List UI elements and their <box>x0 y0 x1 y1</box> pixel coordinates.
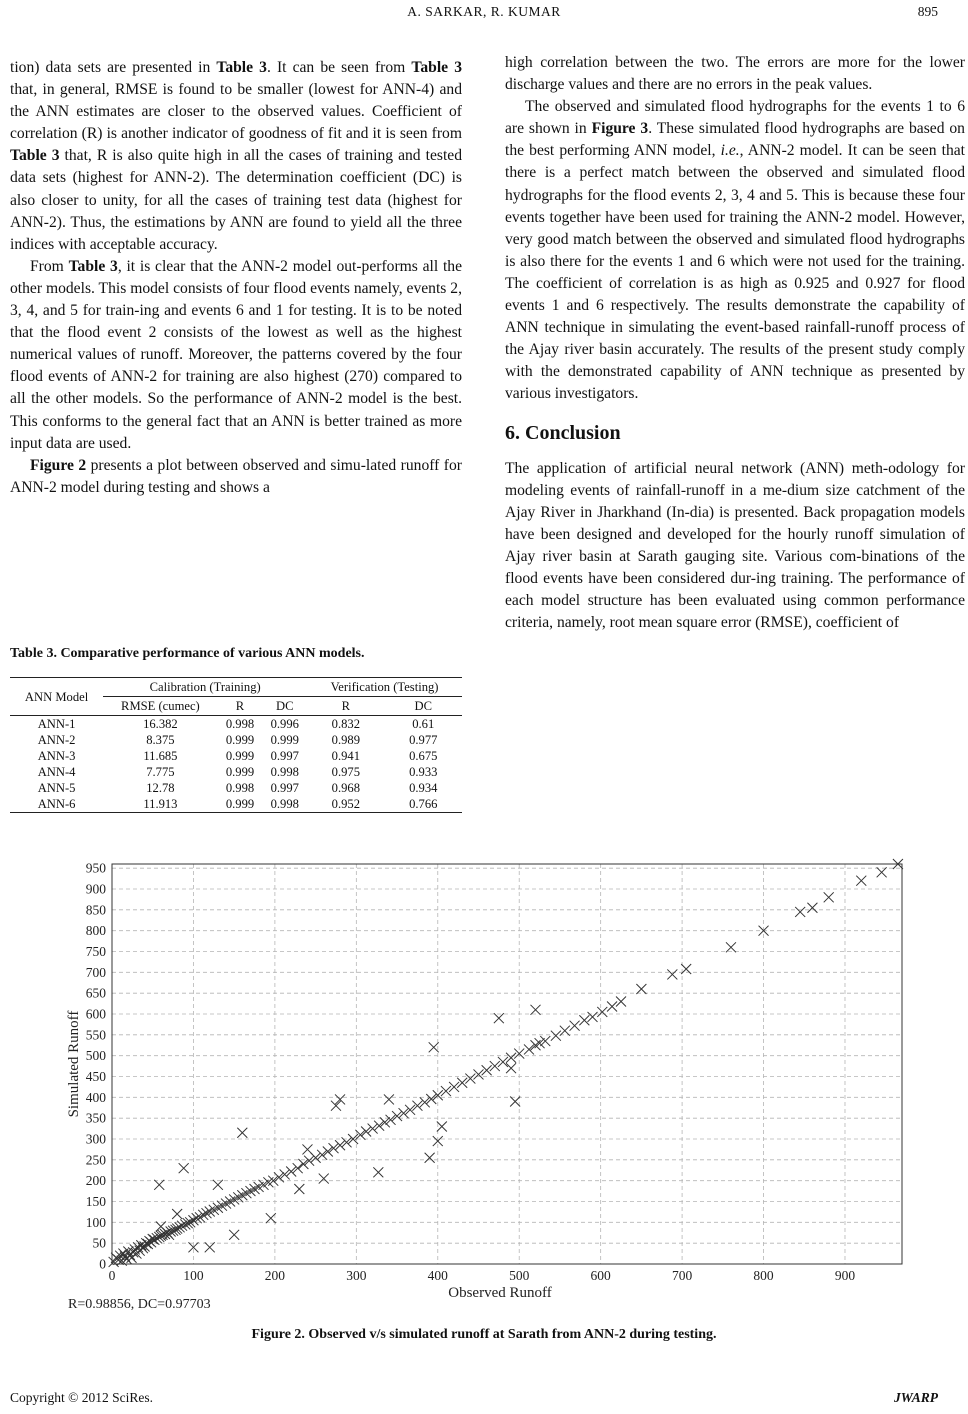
data-point <box>205 1242 215 1252</box>
data-point <box>636 984 646 994</box>
paragraph: high correlation between the two. The errors are more for the lower discharge values and there are no errors in the peak values. <box>505 54 965 94</box>
left-column <box>10 57 462 499</box>
cell: 0.999 <box>218 796 263 813</box>
cell: 0.998 <box>262 796 307 813</box>
cell: 11.913 <box>103 796 217 813</box>
data-point <box>335 1094 345 1104</box>
y-tick-label: 400 <box>85 1089 106 1105</box>
cell: 8.375 <box>146 733 175 747</box>
performance-table <box>10 677 462 813</box>
paragraph <box>10 455 462 499</box>
x-axis <box>109 1268 856 1283</box>
text: presents a plot between observed and simu-lated runoff for ANN-2 model during testing and shows a <box>10 456 462 496</box>
copyright: Copyright © 2012 SciRes. <box>10 1390 154 1405</box>
subheader: RMSE (cumec) <box>103 697 217 716</box>
cell: 0.968 <box>331 781 360 795</box>
y-axis-label: Simulated Runoff <box>66 1010 82 1118</box>
data-point <box>425 1153 435 1163</box>
y-tick-label: 300 <box>85 1131 106 1147</box>
y-tick-label: 100 <box>85 1214 106 1230</box>
data-point <box>298 1159 308 1169</box>
cell: 0.61 <box>412 717 435 731</box>
table-ref[interactable]: Table 3 <box>216 59 267 76</box>
y-tick-label: 250 <box>85 1152 106 1168</box>
data-point <box>179 1163 189 1173</box>
data-point <box>607 1002 617 1012</box>
journal-name: JWARP <box>893 1390 938 1405</box>
text: . It can be seen from <box>266 59 412 76</box>
cell: 7.775 <box>146 765 175 779</box>
subheader: DC <box>262 697 307 716</box>
y-tick-label: 200 <box>85 1173 106 1189</box>
paragraph <box>10 57 462 256</box>
x-tick-label: 600 <box>590 1268 611 1283</box>
table-row <box>10 716 462 733</box>
x-tick-label: 700 <box>671 1268 693 1283</box>
y-tick-label: 750 <box>85 944 106 959</box>
subheader: DC <box>385 697 462 716</box>
paragraph: The application of artificial neural network (ANN) meth-odology for modeling events of rainfall-runoff in a me-dium size catchment of the Ajay River in Jharkhand (In-dia) is presented. Back propagation models have been designed and developed for the hourly runoff simulation of Ajay river basin at Sarath gauging site. Various com-binations of the flood events have been considered dur-ing training. The performance of each model structure has been evaluated using common performance criteria, namely, root mean square error (RMSE), coefficient of <box>505 459 965 632</box>
cell: 0.999 <box>225 765 255 779</box>
y-tick-label: 50 <box>92 1235 106 1251</box>
data-point <box>323 1147 333 1157</box>
cell: 0.998 <box>225 717 255 731</box>
data-point <box>726 942 736 952</box>
text: From <box>30 257 69 275</box>
data-point <box>877 867 887 877</box>
subheader: R <box>307 697 384 716</box>
header-authors: A. SARKAR, R. KUMAR <box>407 4 561 19</box>
y-tick-label: 150 <box>85 1194 106 1209</box>
x-tick-label: 200 <box>264 1268 286 1283</box>
paragraph <box>10 256 462 455</box>
table-ref[interactable]: Table 3 <box>411 59 462 76</box>
cell: ANN-5 <box>37 781 76 795</box>
data-point <box>807 903 817 913</box>
data-point <box>560 1026 570 1036</box>
x-tick-label: 0 <box>108 1268 116 1283</box>
text: that, in general, RMSE is found to be smaller (lowest for ANN-4) and the ANN estimates are closer to the observed values. Coefficient of correlation (R) is another indicator of goodness of fit and it is seen from <box>10 81 462 143</box>
table-row <box>10 780 462 796</box>
data-point <box>384 1094 394 1104</box>
cell: 11.685 <box>143 749 178 763</box>
data-point <box>229 1230 239 1240</box>
cell: 0.999 <box>225 733 255 747</box>
table-row <box>10 764 462 780</box>
header-calibration: Calibration (Training) <box>103 678 307 697</box>
y-tick-label: 350 <box>85 1110 106 1126</box>
data-point <box>510 1097 520 1107</box>
data-points <box>109 859 903 1267</box>
text: , ANN-2 model. It can be seen that there is a perfect match between the observed and simulated flood hydrographs for the flood events 2, 3, 4 and 5. This is because these four events together have been used for training the ANN-2 model. However, very good match between the observed and simulated flood hydrographs is also there for the events 1 and 6 which were not used for the training. The coefficient of correlation is as high as 0.925 and 0.927 for flood events 1 and 6 respectively. The results demonstrate the capability of ANN technique in simulating the event-based rainfall-runoff process of the Ajay river basin accurately. The results of the present study comply with the demonstrated capability of ANN technique as presented by various investigators. <box>505 142 966 403</box>
cell: ANN-2 <box>37 733 76 747</box>
x-axis-label: Observed Runoff <box>448 1285 552 1301</box>
x-tick-label: 900 <box>834 1268 856 1283</box>
table-ref[interactable]: Table 3 <box>10 147 60 165</box>
text: that, R is also quite high in all the cases of training and tested data sets (highest for ANN-2). The determination coefficient (DC) is also closer to unity, for all the cases of training test data (highest for ANN-2). Thus, the estimations by ANN are found to yield all the three indices with acceptable accuracy. <box>10 147 462 253</box>
data-point <box>667 969 677 979</box>
cell: ANN-3 <box>37 749 76 763</box>
y-tick-label: 450 <box>85 1069 106 1084</box>
cell: 12.78 <box>146 781 175 795</box>
data-point <box>213 1180 223 1190</box>
figure-caption: Figure 2. Observed v/s simulated runoff at Sarath from ANN-2 during testing. <box>251 1327 717 1342</box>
ie-text: i.e. <box>720 142 740 160</box>
data-point <box>824 892 834 902</box>
cell: 0.989 <box>331 733 360 747</box>
table-row <box>10 796 462 813</box>
figure-ref[interactable]: Figure 3 <box>591 120 649 138</box>
x-tick-label: 300 <box>346 1268 367 1283</box>
cell: 16.382 <box>143 717 178 731</box>
cell: 0.996 <box>270 717 299 731</box>
figure-ref[interactable]: Figure 2 <box>30 456 87 474</box>
y-tick-label: 500 <box>85 1048 106 1064</box>
data-point <box>570 1021 580 1031</box>
y-tick-label: 0 <box>99 1256 106 1272</box>
cell: 0.975 <box>331 765 360 779</box>
data-point <box>531 1040 541 1050</box>
right-column <box>505 52 965 634</box>
text: , it is clear that the ANN-2 model out-performs all the other models. This model consists of four flood events namely, events 2, 3, 4, and 5 for train-ing and events 6 and 1 for testing. It is to be noted that the flood event 2 consists of the lowest as well as the highest numerical values of runoff. Moreover, the patterns covered by the four flood events of ANN-2 for training are also highest (270) compared to all the other models. So the performance of ANN-2 model is the best. This conforms to the general fact that an ANN is better trained as more input data are used. <box>10 257 463 452</box>
paragraph <box>505 96 965 405</box>
cell: 0.998 <box>225 781 255 795</box>
y-tick-label: 800 <box>85 923 106 939</box>
y-tick-label: 600 <box>85 1006 106 1022</box>
y-tick-label: 850 <box>85 902 106 918</box>
section-heading: 6. Conclusion <box>505 421 621 444</box>
cell: 0.977 <box>409 733 438 747</box>
cell: 0.997 <box>270 781 299 795</box>
data-point <box>437 1122 447 1132</box>
data-point <box>274 1172 284 1182</box>
table-row <box>10 732 462 748</box>
cell: ANN-6 <box>10 796 103 813</box>
data-point <box>302 1144 312 1154</box>
cell: 0.952 <box>307 796 384 813</box>
data-point <box>616 997 626 1007</box>
table-ref[interactable]: Table 3 <box>68 257 118 275</box>
y-tick-label: 950 <box>85 860 106 876</box>
data-point <box>588 1012 598 1022</box>
cell: 0.933 <box>409 765 438 779</box>
data-point <box>154 1180 164 1190</box>
data-point <box>795 907 805 917</box>
data-point <box>373 1167 383 1177</box>
data-point <box>524 1044 534 1054</box>
y-tick-label: 650 <box>85 985 106 1001</box>
data-point <box>531 1005 541 1015</box>
page-number: 895 <box>917 4 938 19</box>
text: The observed and simulated flood hydrographs for the events 1 to 6 are shown in <box>505 98 965 138</box>
running-header <box>0 4 968 24</box>
cell: 0.766 <box>385 796 462 813</box>
data-point <box>319 1174 329 1184</box>
data-point <box>237 1128 247 1138</box>
data-point <box>551 1031 561 1041</box>
table-caption: Table 3. Comparative performance of various ANN models. <box>10 646 365 661</box>
data-point <box>331 1101 341 1111</box>
cell: 0.998 <box>270 765 299 779</box>
cell: ANN-4 <box>37 765 76 779</box>
cell: 0.997 <box>270 749 299 763</box>
text: . These simulated flood hydrographs are based on the best performing ANN model, <box>505 120 965 160</box>
y-axis <box>86 861 107 1272</box>
x-tick-label: 500 <box>509 1268 530 1283</box>
data-point <box>494 1013 504 1023</box>
x-tick-label: 100 <box>183 1268 204 1283</box>
data-point <box>266 1213 276 1223</box>
data-point <box>429 1042 439 1052</box>
cell: 0.832 <box>331 717 360 731</box>
header-model: ANN Model <box>10 678 103 716</box>
cell: 0.999 <box>270 733 299 747</box>
data-point <box>506 1063 516 1073</box>
x-tick-label: 800 <box>753 1268 774 1283</box>
y-tick-label: 550 <box>85 1027 106 1043</box>
cell: ANN-1 <box>37 717 76 731</box>
data-point <box>856 876 866 886</box>
data-point <box>579 1015 589 1025</box>
cell: 0.675 <box>409 749 438 763</box>
x-tick-label: 400 <box>427 1268 448 1283</box>
cell: 0.941 <box>331 749 360 763</box>
y-tick-label: 900 <box>85 881 106 897</box>
table-row <box>10 748 462 764</box>
scatter-chart <box>0 852 968 1322</box>
data-point <box>294 1184 304 1194</box>
subheader: R <box>218 697 263 716</box>
y-tick-label: 700 <box>85 964 106 980</box>
data-point <box>172 1209 182 1219</box>
fit-statistics: R=0.98856, DC=0.97703 <box>68 1297 211 1312</box>
data-point <box>597 1007 607 1017</box>
cell: 0.999 <box>225 749 255 763</box>
text: tion) data sets are presented in <box>10 59 217 76</box>
header-verification: Verification (Testing) <box>307 678 462 697</box>
cell: 0.934 <box>409 781 438 795</box>
